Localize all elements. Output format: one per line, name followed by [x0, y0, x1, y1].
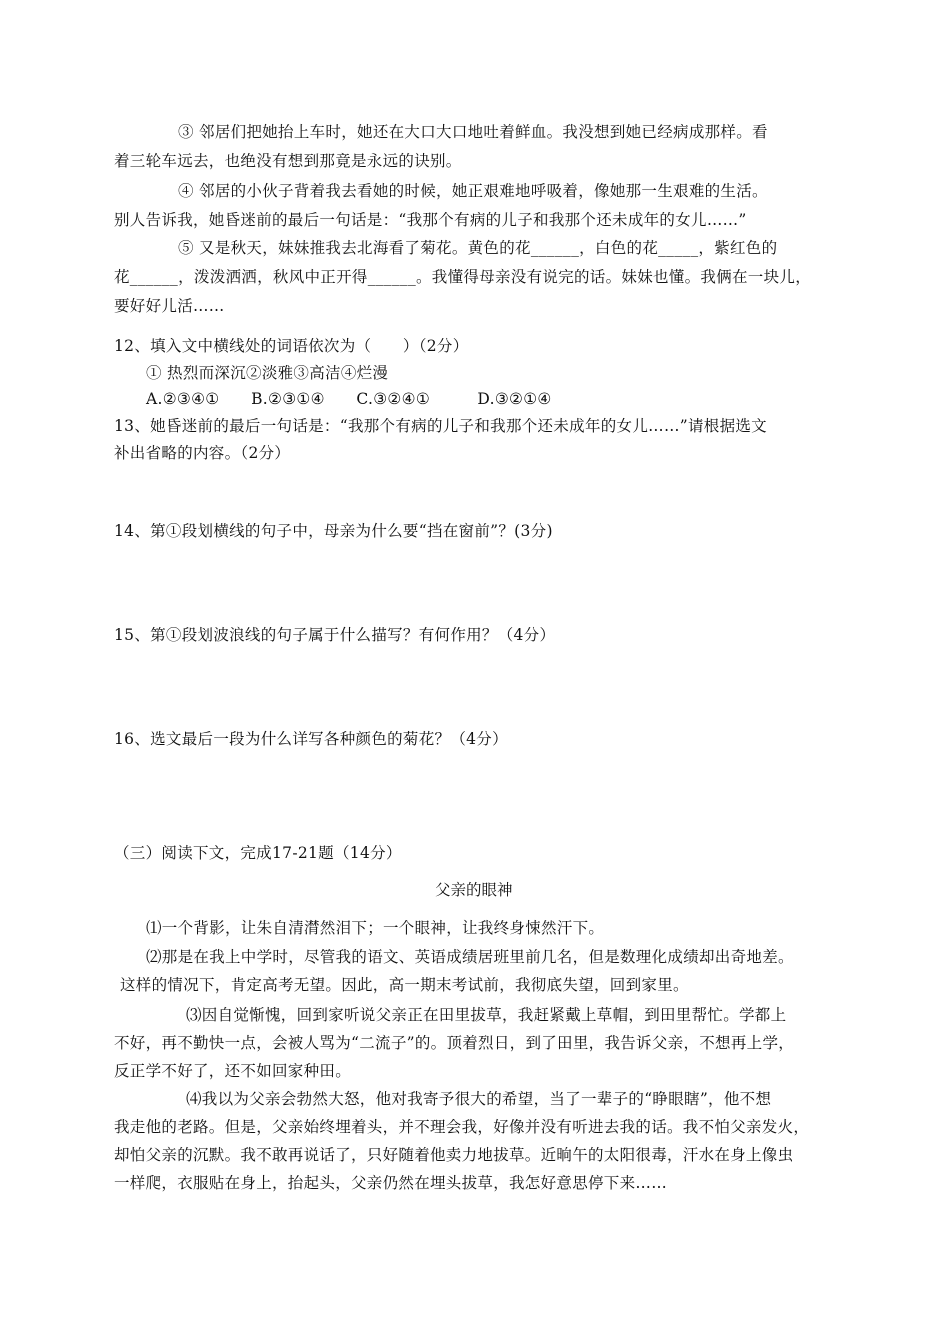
section-three-heading: （三）阅读下文，完成17-21题（14分）: [114, 844, 402, 862]
question-12-options: A.②③④① B.②③①④ C.③②④① D.③②①④: [146, 390, 552, 408]
passage-p3-line2: 着三轮车远去，也绝没有想到那竟是永远的诀别。: [114, 152, 462, 170]
question-16: 16、选文最后一段为什么详写各种颜色的菊花？（4分）: [114, 730, 508, 748]
article-p4-line4: 一样爬，衣服贴在身上，抬起头，父亲仍然在埋头拔草，我怎好意思停下来……: [114, 1174, 668, 1192]
question-13-line1: 13、她昏迷前的最后一句话是：“我那个有病的儿子和我那个还未成年的女儿……”请根据选文: [114, 417, 767, 435]
article-p4-line3: 却怕父亲的沉默。我不敢再说话了，只好随着他卖力地拔草。近晌午的太阳很毒，汗水在身上像虫: [114, 1146, 794, 1164]
article-p1: ⑴一个背影，让朱自清潸然泪下；一个眼神，让我终身悚然汗下。: [146, 919, 605, 937]
article-p4-line2: 我走他的老路。但是，父亲始终埋着头，并不理会我，好像并没有听进去我的话。我不怕父亲发火，: [114, 1118, 810, 1136]
passage-p4-line2: 别人告诉我，她昏迷前的最后一句话是：“我那个有病的儿子和我那个还未成年的女儿……”: [114, 211, 747, 229]
question-13-line2: 补出省略的内容。（2分）: [114, 444, 291, 462]
article-p2-line2: 这样的情况下，肯定高考无望。因此，高一期末考试前，我彻底失望，回到家里。: [120, 976, 689, 994]
passage-p5-line1: ⑤ 又是秋天，妹妹推我去北海看了菊花。黄色的花______，白色的花_____，紫红色的: [178, 239, 778, 257]
article-p3-line1: ⑶因自觉惭愧，回到家听说父亲正在田里拔草，我赶紧戴上草帽，到田里帮忙。学都上: [186, 1006, 787, 1024]
question-12-stem: 12、填入文中横线处的词语依次为（ ）（2分）: [114, 337, 469, 355]
article-p3-line3: 反正学不好了，还不如回家种田。: [114, 1062, 352, 1080]
passage-p5-line2: 花______，泼泼洒洒，秋风中正开得______。我懂得母亲没有说完的话。妹妹也懂。我俩在一块儿，: [114, 268, 812, 286]
question-14: 14、第①段划横线的句子中，母亲为什么要“挡在窗前”？(3分): [114, 522, 553, 540]
article-p4-line1: ⑷我以为父亲会勃然大怒，他对我寄予很大的希望，当了一辈子的“睁眼瞎”，他不想: [186, 1090, 772, 1108]
article-p2-line1: ⑵那是在我上中学时，尽管我的语文、英语成绩居班里前几名，但是数理化成绩却出奇地差。: [146, 948, 794, 966]
passage-p5-line3: 要好好儿活……: [114, 297, 225, 315]
article-p3-line2: 不好，再不勤快一点，会被人骂为“二流子”的。顶着烈日，到了田里，我告诉父亲，不想再上学，: [114, 1034, 795, 1052]
question-12-words: ① 热烈而深沉②淡雅③高洁④烂漫: [146, 364, 389, 382]
question-15: 15、第①段划波浪线的句子属于什么描写？有何作用？（4分）: [114, 626, 556, 644]
article-title: 父亲的眼神: [435, 881, 513, 899]
passage-p3-line1: ③ 邻居们把她抬上车时，她还在大口大口地吐着鲜血。我没想到她已经病成那样。看: [178, 123, 768, 141]
passage-p4-line1: ④ 邻居的小伙子背着我去看她的时候，她正艰难地呼吸着，像她那一生艰难的生活。: [178, 182, 768, 200]
